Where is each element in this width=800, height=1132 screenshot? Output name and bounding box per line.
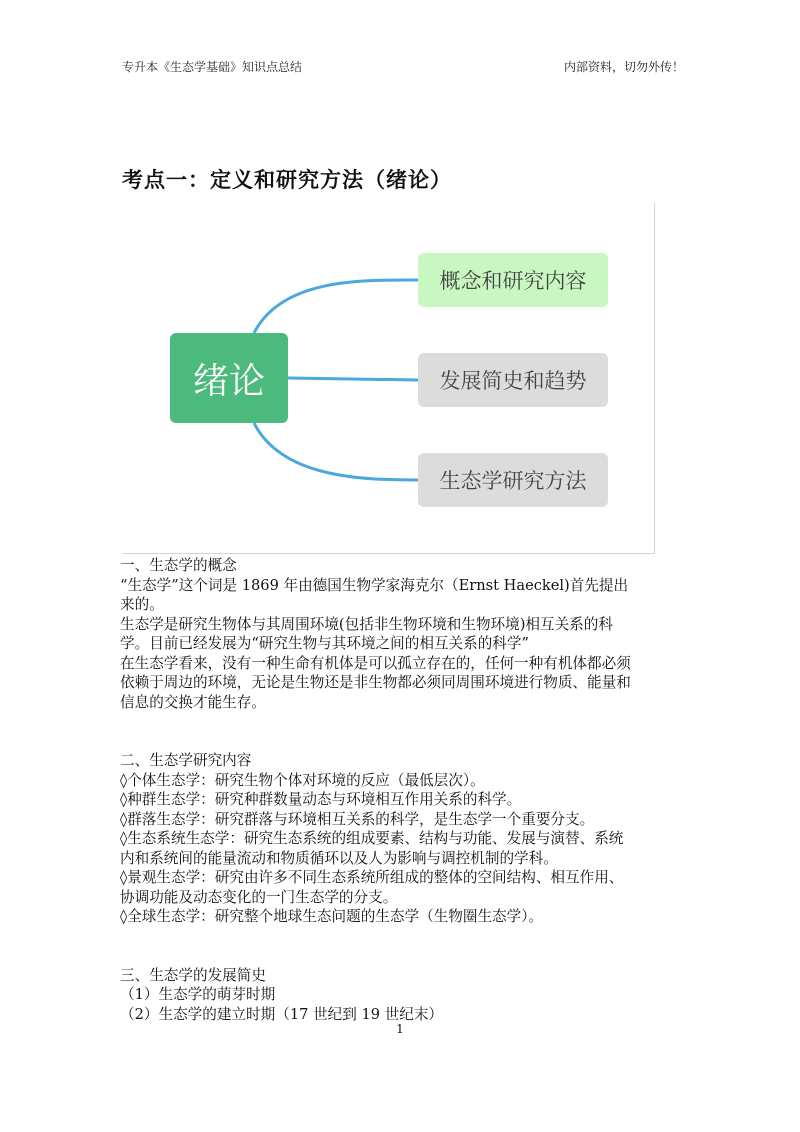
connector-top [254,280,418,333]
mindmap-diagram [122,203,655,554]
paragraph-line: 学。目前已经发展为“研究生物与其环境之间的相互关系的科学” [120,635,529,652]
paragraph-line: 在生态学看来，没有一种生命有机体是可以孤立存在的，任何一种有机体都必须 [120,654,631,672]
connector-bottom [254,423,418,480]
section-title: 一、生态学的概念 [120,557,237,574]
mindmap-branch-history: 发展简史和趋势 [418,353,608,407]
paragraph-line: 生态学是研究生物体与其周围环境(包括非生物环境和生物环境)相互关系的科 [120,615,613,633]
paragraph-line: 信息的交换才能生存。 [120,693,266,711]
header-left-title: 专升本《生态学基础》知识点总结 [122,60,303,74]
list-item: （1）生态学的萌芽时期 [120,986,276,1003]
list-item: ◊群落生态学：研究群落与环境相互关系的科学，是生态学一个重要分支。 [120,810,595,828]
section-title: 二、生态学研究内容 [120,752,252,769]
list-item: ◊个体生态学：研究生物个体对环境的反应（最低层次）。 [120,771,485,789]
mindmap-branch-concept: 概念和研究内容 [418,253,608,307]
list-item: 协调功能及动态变化的一门生态学的分支。 [120,888,398,906]
list-item: ◊种群生态学：研究种群数量动态与环境相互作用关系的科学。 [120,791,522,808]
list-item: ◊景观生态学：研究由许多不同生态系统所组成的整体的空间结构、相互作用、 [120,869,624,886]
page-title: 考点一：定义和研究方法（绪论） [122,168,452,192]
paragraph-line: “生态学”这个词是 1869 年由德国生物学家海克尔（Ernst Haeckel)首先提出 [120,576,629,594]
connector-middle [288,378,418,380]
mindmap-branch-methods: 生态学研究方法 [418,453,608,507]
document-body [120,556,686,1024]
list-item: （2）生态学的建立时期（17 世纪到 19 世纪末） [120,1005,444,1023]
mindmap-root-node: 绪论 [170,333,288,423]
header-confidential-note: 内部资料，切勿外传！ [563,60,684,74]
list-item: ◊生态系统生态学：研究生态系统的组成要素、结构与功能、发展与演替、系统 [120,830,624,847]
paragraph-line: 依赖于周边的环境，无论是生物还是非生物都必须同周围环境进行物质、能量和 [120,674,631,691]
list-item: 内和系统间的能量流动和物质循环以及人为影响与调控机制的学科。 [120,849,558,867]
list-item: ◊全球生态学：研究整个地球生态问题的生态学（生物圈生态学）。 [120,908,544,925]
section-title: 三、生态学的发展简史 [120,966,266,984]
paragraph-line: 来的。 [120,596,164,613]
page-number: 1 [396,1022,404,1036]
